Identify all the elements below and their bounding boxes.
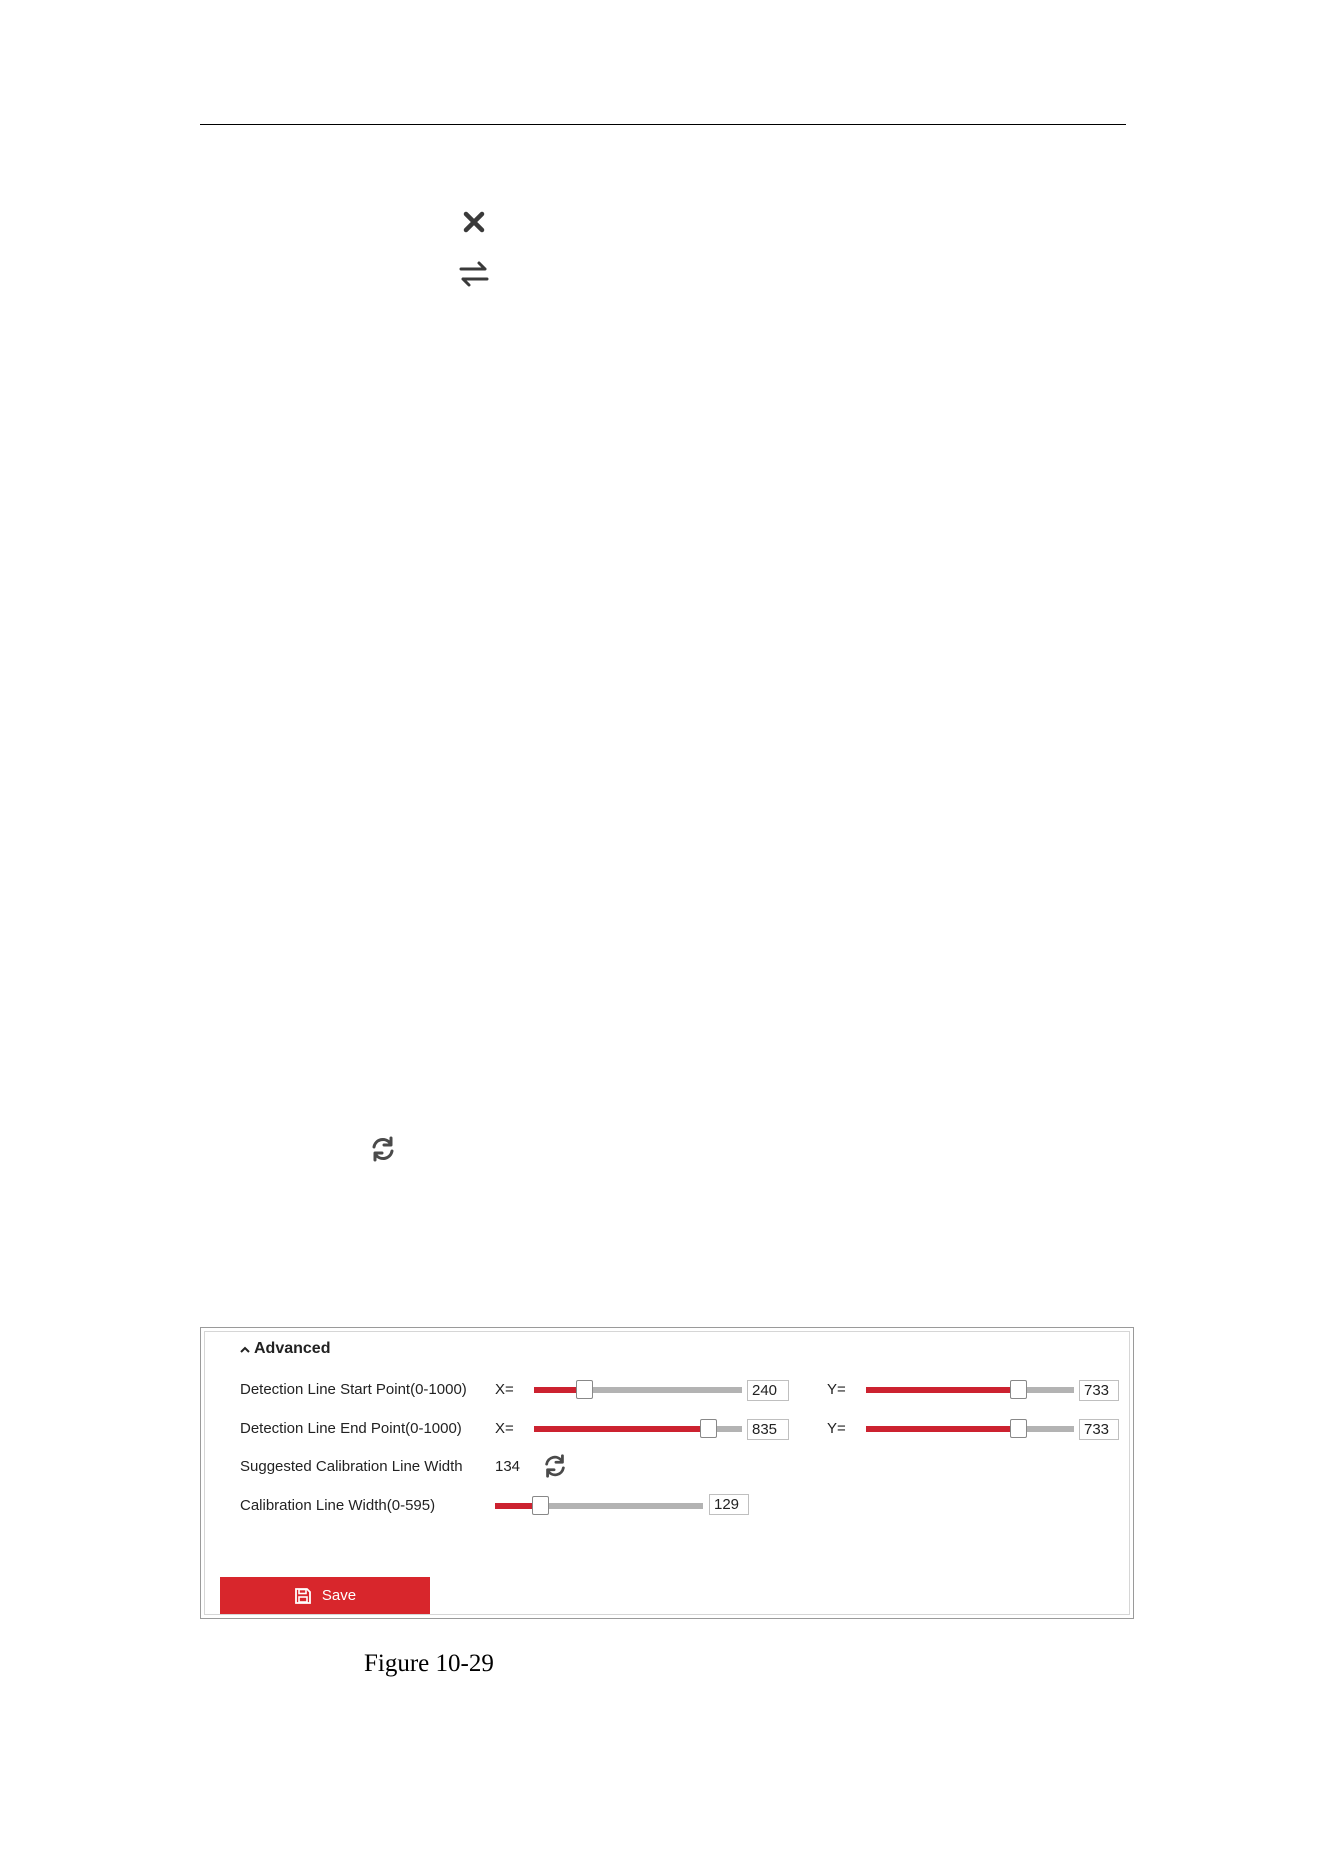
advanced-label: Advanced: [254, 1340, 331, 1357]
refresh-icon: [369, 1135, 397, 1163]
suggested-width-label: Suggested Calibration Line Width: [240, 1458, 463, 1475]
calibration-width-slider[interactable]: [495, 1503, 703, 1509]
end-point-label: Detection Line End Point(0-1000): [240, 1420, 462, 1437]
start-x-input[interactable]: 240: [747, 1380, 789, 1401]
header-rule: [200, 124, 1126, 125]
swap-direction-icon: [458, 260, 490, 288]
start-x-slider-thumb[interactable]: [576, 1380, 593, 1399]
start-y-input[interactable]: 733: [1079, 1380, 1119, 1401]
chevron-up-icon: [239, 1343, 251, 1355]
suggested-width-value: 134: [495, 1458, 521, 1475]
end-y-input[interactable]: 733: [1079, 1419, 1119, 1440]
advanced-toggle[interactable]: [239, 1340, 330, 1358]
start-point-label: Detection Line Start Point(0-1000): [240, 1381, 467, 1398]
refresh-icon: [542, 1453, 568, 1479]
end-x-label: X=: [495, 1420, 514, 1437]
start-y-slider-thumb[interactable]: [1010, 1380, 1027, 1399]
calibration-width-input[interactable]: 129: [709, 1494, 749, 1515]
start-y-slider-fill: [866, 1387, 1018, 1393]
end-y-label: Y=: [827, 1420, 846, 1437]
end-x-slider-fill: [534, 1426, 708, 1432]
save-label: Save: [321, 1587, 357, 1604]
start-x-label: X=: [495, 1381, 514, 1398]
end-y-slider-fill: [866, 1426, 1018, 1432]
calibration-width-slider-thumb[interactable]: [532, 1496, 549, 1515]
start-y-label: Y=: [827, 1381, 846, 1398]
end-y-slider-thumb[interactable]: [1010, 1419, 1027, 1438]
floppy-disk-icon: [294, 1587, 312, 1605]
start-y-slider[interactable]: [866, 1387, 1074, 1393]
close-icon: [459, 207, 489, 237]
refresh-suggested-button[interactable]: [542, 1453, 568, 1479]
end-y-slider[interactable]: [866, 1426, 1074, 1432]
start-x-slider[interactable]: [534, 1387, 742, 1393]
figure-caption: Figure 10-29: [364, 1650, 494, 1677]
end-x-slider[interactable]: [534, 1426, 742, 1432]
calibration-width-label: Calibration Line Width(0-595): [240, 1497, 436, 1514]
save-button[interactable]: [220, 1577, 430, 1614]
end-x-slider-thumb[interactable]: [700, 1419, 717, 1438]
end-x-input[interactable]: 835: [747, 1419, 789, 1440]
